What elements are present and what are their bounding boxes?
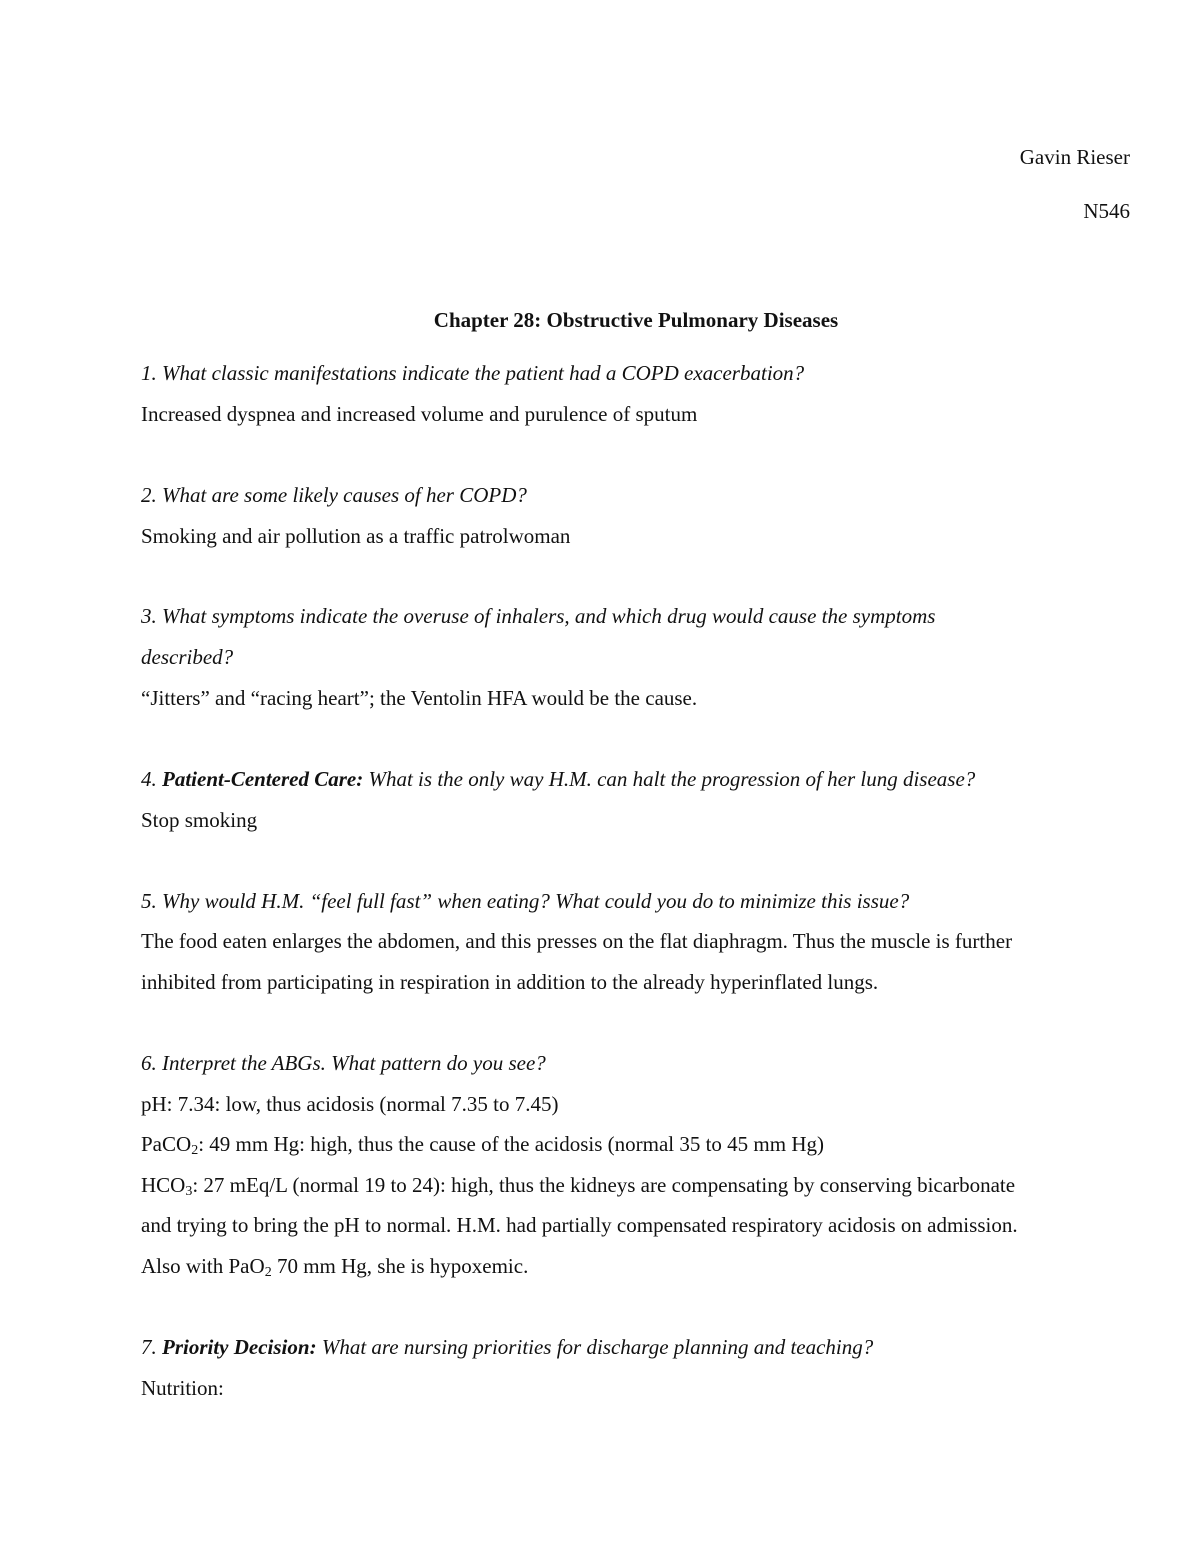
question-2: 2. What are some likely causes of her COPD? bbox=[141, 483, 527, 507]
answer-2: Smoking and air pollution as a traffic patrolwoman bbox=[141, 524, 571, 548]
author-name: Gavin Rieser bbox=[1019, 145, 1130, 169]
question-4 bbox=[141, 766, 975, 792]
question-7 bbox=[141, 1334, 873, 1360]
answer-5-line-2: inhibited from participating in respiration in addition to the already hyperinflated lungs. bbox=[141, 970, 879, 994]
hco3-label: HCO bbox=[141, 1173, 186, 1197]
answer-3: “Jitters” and “racing heart”; the Ventolin HFA would be the cause. bbox=[141, 686, 698, 710]
answer-6-hco3 bbox=[141, 1172, 1015, 1198]
question-1: 1. What classic manifestations indicate the patient had a COPD exacerbation? bbox=[141, 361, 805, 385]
question-4-text: What is the only way H.M. can halt the progression of her lung disease? bbox=[363, 767, 976, 791]
paco2-subscript: 2 bbox=[191, 1143, 199, 1158]
answer-6-paco2 bbox=[141, 1131, 824, 1157]
answer-6-ph: pH: 7.34: low, thus acidosis (normal 7.35 to 7.45) bbox=[141, 1092, 559, 1116]
question-6: 6. Interpret the ABGs. What pattern do you see? bbox=[141, 1051, 546, 1075]
pao2-label: Also with PaO bbox=[141, 1254, 265, 1278]
question-4-label: Patient-Centered Care: bbox=[162, 767, 364, 791]
answer-6-pao2 bbox=[141, 1253, 528, 1279]
question-7-number: 7. bbox=[141, 1335, 162, 1359]
hco3-subscript: 3 bbox=[185, 1184, 193, 1199]
answer-4: Stop smoking bbox=[141, 808, 258, 832]
answer-1: Increased dyspnea and increased volume and purulence of sputum bbox=[141, 402, 698, 426]
paco2-text: : 49 mm Hg: high, thus the cause of the acidosis (normal 35 to 45 mm Hg) bbox=[198, 1132, 825, 1156]
course-code: N546 bbox=[1083, 199, 1130, 223]
hco3-text: : 27 mEq/L (normal 19 to 24): high, thus the kidneys are compensating by conserving bicarbonate bbox=[192, 1173, 1016, 1197]
question-4-number: 4. bbox=[141, 767, 162, 791]
paco2-label: PaCO bbox=[141, 1132, 192, 1156]
question-3-line-1: 3. What symptoms indicate the overuse of inhalers, and which drug would cause the symptoms bbox=[141, 604, 936, 628]
answer-5-line-1: The food eaten enlarges the abdomen, and this presses on the flat diaphragm. Thus the muscle is further bbox=[141, 929, 1013, 953]
question-3-line-2: described? bbox=[141, 645, 234, 669]
answer-6-interpretation: and trying to bring the pH to normal. H.M. had partially compensated respiratory acidosis on admission. bbox=[141, 1213, 1018, 1237]
question-5: 5. Why would H.M. “feel full fast” when eating? What could you do to minimize this issue? bbox=[141, 889, 910, 913]
page-title: Chapter 28: Obstructive Pulmonary Diseases bbox=[433, 308, 839, 332]
question-7-label: Priority Decision: bbox=[162, 1335, 317, 1359]
pao2-text: 70 mm Hg, she is hypoxemic. bbox=[271, 1254, 529, 1278]
answer-7: Nutrition: bbox=[141, 1376, 224, 1400]
pao2-subscript: 2 bbox=[264, 1265, 272, 1280]
question-7-text: What are nursing priorities for discharge planning and teaching? bbox=[316, 1335, 874, 1359]
